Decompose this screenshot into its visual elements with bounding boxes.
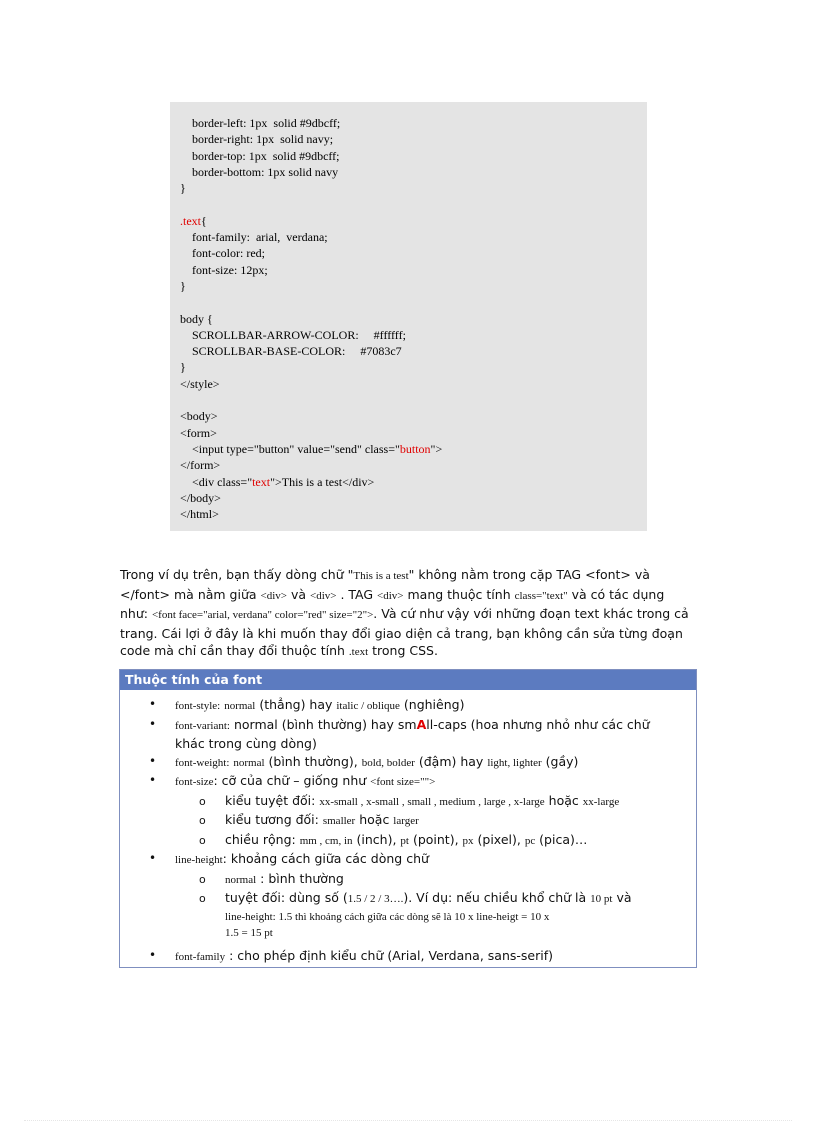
sub-bullet-icon: o xyxy=(199,892,206,905)
sub-bullet-icon: o xyxy=(199,814,206,827)
code-text: ">This is a test</div> xyxy=(270,474,375,489)
prop-name: font-weight: xyxy=(175,756,230,769)
code-lines xyxy=(180,115,637,522)
code-sample xyxy=(170,102,647,531)
font-size-width xyxy=(175,831,682,851)
paragraph-code: <div> xyxy=(260,589,287,602)
font-properties-title: Thuộc tính của font xyxy=(120,670,696,690)
prop-font-style xyxy=(120,696,696,716)
sub-text: tuyệt đối: dùng số ( xyxy=(225,890,348,905)
prop-value: italic / oblique xyxy=(336,700,400,712)
sub-text: (pica)… xyxy=(535,831,588,847)
sub-text: hoặc xyxy=(355,812,394,827)
sub-value: smaller xyxy=(322,815,356,827)
prop-value: light, lighter xyxy=(487,756,542,769)
code-highlight: button xyxy=(399,441,431,456)
code-line xyxy=(180,441,637,457)
sub-text: (pixel), xyxy=(473,831,525,847)
sub-text: (point), xyxy=(408,831,463,847)
prop-value: normal xyxy=(224,700,256,712)
code-text: <div class=" xyxy=(180,474,253,489)
paragraph-code: class="text" xyxy=(514,589,568,602)
code-text: border-left: 1px solid #9dbcff; xyxy=(180,116,341,130)
code-line xyxy=(180,474,637,490)
sub-text: ). Ví dụ: nếu chiều khổ chữ là xyxy=(403,890,591,905)
sub-value: xx-large xyxy=(582,795,620,808)
code-text: </style> xyxy=(180,376,220,391)
sub-value: xx-small , x-small , small , medium , large , x-large xyxy=(319,795,545,808)
sub-value: mm , cm, in xyxy=(299,834,353,847)
sub-text-line: 1.5 = 15 pt xyxy=(225,926,273,939)
code-line xyxy=(180,343,637,359)
prop-text: : khoảng cách giữa các dòng chữ xyxy=(222,851,429,866)
code-text: </body> xyxy=(180,490,221,505)
code-line xyxy=(180,164,637,180)
code-line xyxy=(180,131,637,147)
explanation-paragraph xyxy=(120,566,696,662)
font-properties-box xyxy=(119,669,697,968)
sub-text: hoặc xyxy=(544,792,583,808)
sub-text: và xyxy=(612,890,632,905)
sub-value: pc xyxy=(524,834,536,847)
code-line xyxy=(180,392,637,408)
line-height-sublist xyxy=(175,870,682,941)
sub-label: kiểu tuyệt đối: xyxy=(225,792,320,808)
bullet-icon: • xyxy=(149,851,157,865)
code-text: font-size: 12px; xyxy=(180,262,268,277)
code-text: { xyxy=(201,213,207,228)
code-highlight: text xyxy=(252,474,271,489)
code-text: font-family: arial, verdana; xyxy=(180,230,328,245)
sub-value: px xyxy=(462,834,474,847)
bullet-icon: • xyxy=(149,697,157,711)
prop-text: (thẳng) hay xyxy=(255,697,337,712)
prop-text: (đậm) hay xyxy=(414,753,488,769)
sub-bullet-icon: o xyxy=(199,872,206,886)
prop-font-variant xyxy=(120,716,696,753)
bullet-icon: • xyxy=(149,773,157,787)
font-size-relative xyxy=(175,811,682,831)
paragraph-text: và xyxy=(286,586,310,602)
line-height-absolute xyxy=(175,889,682,941)
code-text: <form> xyxy=(180,425,217,440)
code-line xyxy=(180,180,637,196)
bullet-icon: • xyxy=(149,947,157,962)
prop-text: (bình thường), xyxy=(264,753,362,769)
paragraph-text: Trong ví dụ trên, bạn thấy dòng chữ " xyxy=(120,567,354,582)
code-text: SCROLLBAR-BASE-COLOR: #7083c7 xyxy=(180,344,402,359)
code-line xyxy=(180,196,637,212)
code-line xyxy=(180,294,637,310)
paragraph-code: .text xyxy=(348,646,369,658)
prop-name: font-variant: xyxy=(175,719,230,732)
code-text: <input type="button" value="send" class=" xyxy=(180,441,400,456)
paragraph-code: <div> xyxy=(377,589,404,602)
code-line xyxy=(180,376,637,392)
sub-value: pt xyxy=(400,834,409,847)
code-highlight: .text xyxy=(180,213,201,228)
prop-text: (nghiêng) xyxy=(399,697,465,712)
code-line xyxy=(180,245,637,261)
code-text: border-bottom: 1px solid navy xyxy=(180,164,339,179)
font-size-absolute xyxy=(175,792,682,812)
bullet-icon: • xyxy=(149,716,157,731)
paragraph-text: " không nằm trong cặp TAG <font> và </font> mà nằm giữa xyxy=(120,567,650,602)
sub-value: normal xyxy=(225,873,257,886)
prop-text: ll-caps (hoa nhưng nhỏ như các chữ khác trong cùng dòng) xyxy=(175,716,650,751)
prop-value: bold, bolder xyxy=(361,756,415,769)
code-line xyxy=(180,457,637,473)
code-text: border-right: 1px solid navy; xyxy=(180,132,334,147)
code-line xyxy=(180,229,637,245)
sub-text: (inch), xyxy=(352,831,401,847)
paragraph-code: This is a test xyxy=(353,570,409,582)
prop-highlight: A xyxy=(416,716,427,732)
code-text: } xyxy=(180,181,186,196)
prop-text: normal (bình thường) hay sm xyxy=(229,716,417,732)
paragraph-code: <font face="arial, verdana" color="red" size="2"> xyxy=(151,609,374,621)
sub-text: : bình thường xyxy=(256,870,344,886)
code-text: font-color: red; xyxy=(180,246,265,261)
code-line xyxy=(180,213,637,229)
prop-value: normal xyxy=(233,756,265,769)
prop-font-weight xyxy=(120,753,696,773)
code-text: "> xyxy=(430,441,443,456)
prop-text: : cho phép định kiểu chữ (Arial, Verdana, sans-serif) xyxy=(225,947,553,963)
code-text: </html> xyxy=(180,507,219,522)
sub-bullet-icon: o xyxy=(199,794,206,808)
sub-value: 1.5 / 2 / 3…. xyxy=(347,893,404,905)
sub-text-line: line-height: 1.5 thì khoảng cách giữa các dòng sẽ là 10 x line-heigt = 10 x xyxy=(225,910,550,923)
font-size-sublist xyxy=(175,792,682,851)
prop-name: font-style: xyxy=(175,700,221,712)
prop-value: <font size=""> xyxy=(370,776,436,788)
code-line xyxy=(180,327,637,343)
prop-name: font-size xyxy=(175,776,214,788)
code-text: </form> xyxy=(180,458,221,473)
code-line xyxy=(180,278,637,294)
code-text: <body> xyxy=(180,409,218,424)
sub-bullet-icon: o xyxy=(199,833,206,847)
sub-value: larger xyxy=(393,815,419,827)
font-properties-list xyxy=(120,696,696,966)
prop-text: (gầy) xyxy=(541,753,579,769)
code-line xyxy=(180,148,637,164)
paragraph-text: . TAG xyxy=(336,586,378,602)
code-line xyxy=(180,262,637,278)
code-text: border-top: 1px solid #9dbcff; xyxy=(180,148,340,163)
bullet-icon: • xyxy=(149,753,157,768)
prop-font-family xyxy=(120,947,696,967)
line-height-normal xyxy=(175,870,682,890)
code-line xyxy=(180,408,637,424)
prop-name: line-height xyxy=(175,854,223,866)
prop-line-height xyxy=(120,850,696,941)
sub-value: 10 pt xyxy=(590,893,613,905)
paragraph-text: . Và cứ như vậy với những đoạn text khác trong cả trang. Cái lợi ở đây là khi muốn thay đổi giao diện cả trang, bạn không cần sửa từng đoạn code mà chỉ cần thay đổi thuộc tính xyxy=(120,606,689,658)
code-line xyxy=(180,115,637,131)
paragraph-text: mang thuộc tính xyxy=(403,586,515,602)
paragraph-text: và có tác dụng như: xyxy=(120,586,665,621)
code-line xyxy=(180,506,637,522)
code-text: } xyxy=(180,360,186,375)
page-bottom-divider xyxy=(24,1120,792,1121)
code-line xyxy=(180,425,637,441)
prop-font-size xyxy=(120,772,696,850)
code-text: SCROLLBAR-ARROW-COLOR: #ffffff; xyxy=(180,327,406,342)
prop-name: font-family xyxy=(175,950,226,963)
code-text: body { xyxy=(180,311,213,326)
code-text: } xyxy=(180,278,186,293)
code-line xyxy=(180,490,637,506)
code-line xyxy=(180,359,637,375)
code-line xyxy=(180,311,637,327)
sub-label: kiểu tương đối: xyxy=(225,812,323,827)
paragraph-code: <div> xyxy=(310,589,337,602)
paragraph-text: trong CSS. xyxy=(368,643,438,658)
sub-label: chiều rộng: xyxy=(225,831,300,847)
prop-text: : cỡ của chữ – giống như xyxy=(213,773,371,788)
